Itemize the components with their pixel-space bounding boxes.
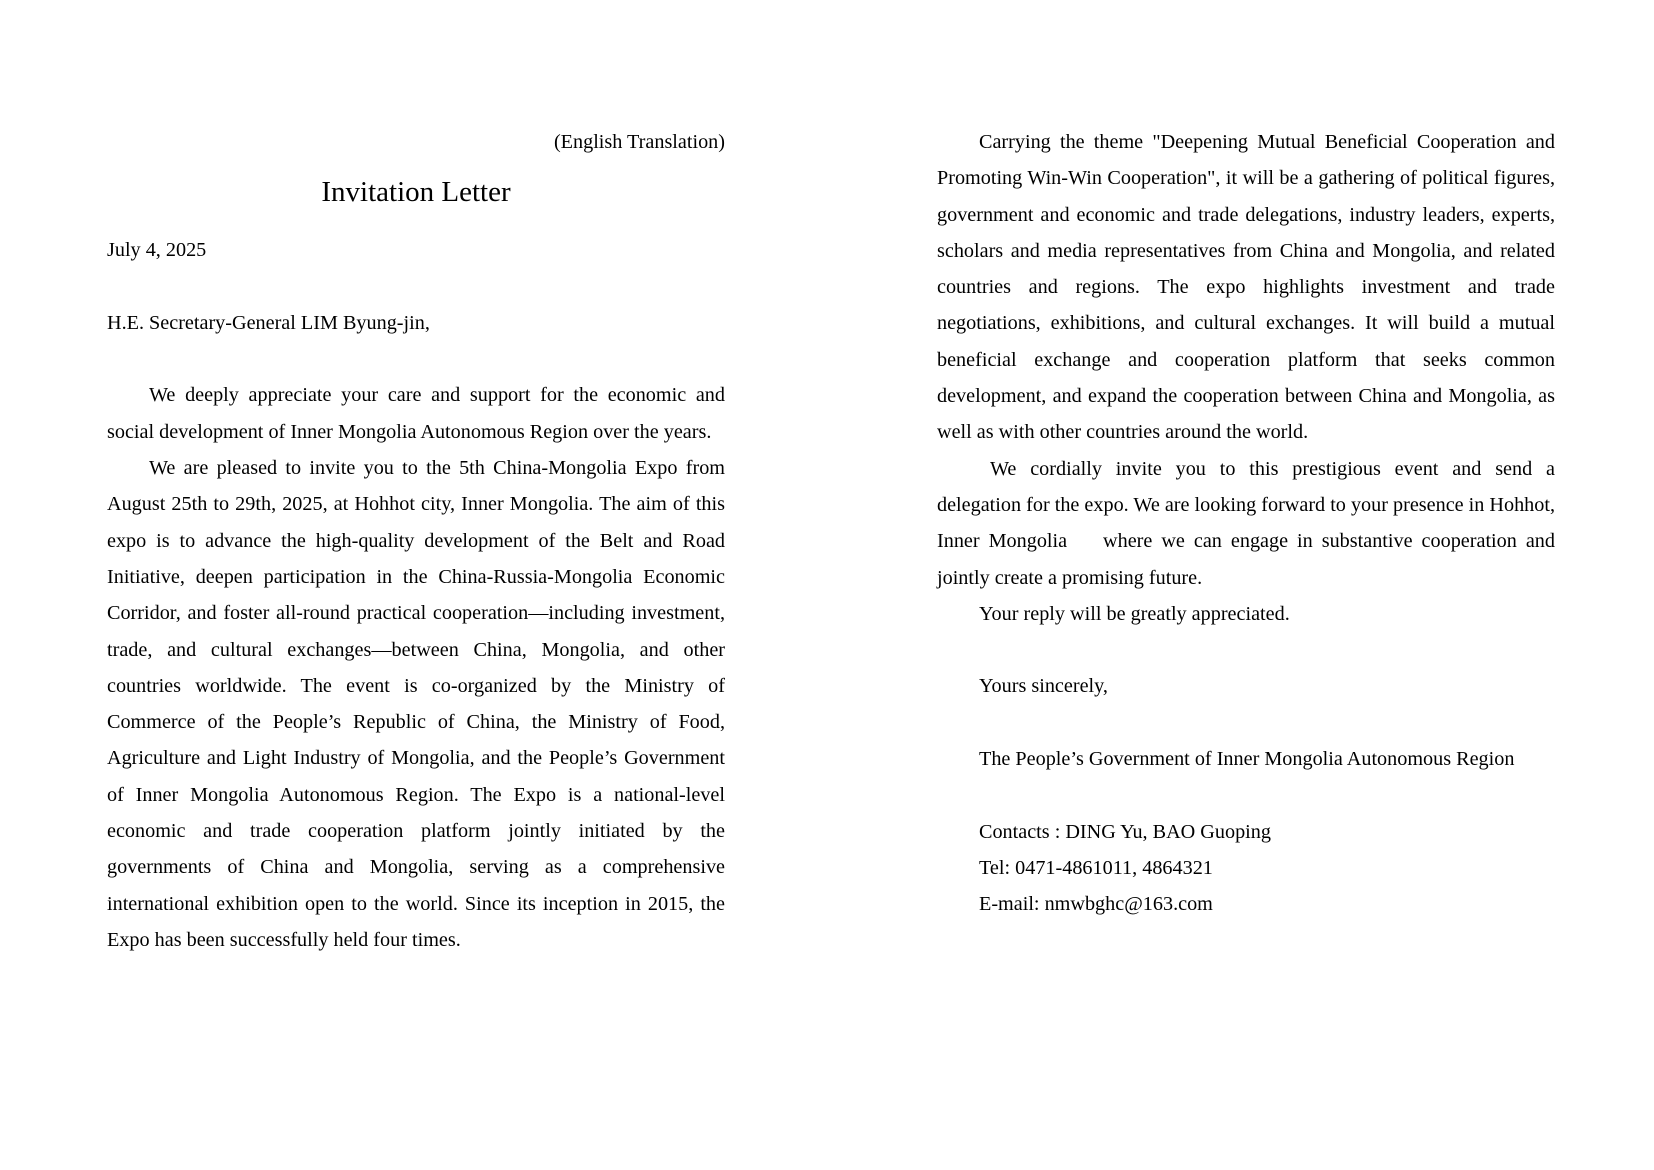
signature: The People’s Government of Inner Mongolia Autonomous Region bbox=[979, 748, 1515, 771]
paragraph-theme: Carrying the theme "Deepening Mutual Beneficial Cooperation and Promoting Win-Win Cooperation", it will be a gathering of political figures, government and economic and trade delegations, industry leaders, experts, scholars and media representatives from China and Mongolia, and related countries and regions. The expo highlights investment and trade negotiations, exhibitions, and cultural exchanges. It will build a mutual beneficial exchange and cooperation platform that seeks common development, and expand the cooperation between China and Mongolia, as well as with other countries around the world. bbox=[937, 131, 1555, 444]
contacts: Contacts : DING Yu, BAO Guoping bbox=[979, 820, 1271, 843]
paragraph-reply: Your reply will be greatly appreciated. bbox=[979, 602, 1290, 625]
spacer bbox=[937, 705, 1555, 741]
telephone: Tel: 0471-4861011, 4864321 bbox=[979, 856, 1213, 879]
paragraph-cordial-invite: We cordially invite you to this prestigious event and send a delegation for the expo. We are looking forward to your presence in Hohhot, Inner Mongolia where we can engage in substantive cooperation and jointly create a promising future. bbox=[937, 457, 1561, 589]
email: E-mail: nmwbghc@163.com bbox=[979, 893, 1213, 916]
spacer bbox=[107, 341, 725, 377]
letter-right-column bbox=[937, 124, 1561, 923]
spacer bbox=[937, 632, 1555, 668]
paragraph-invitation: We are pleased to invite you to the 5th China-Mongolia Expo from August 25th to 29th, 2025, at Hohhot city, Inner Mongolia. The aim of this expo is to advance the high-quality development of the Belt and Road Initiative, deepen participation in the China-Russia-Mongolia Economic Corridor, and foster all-round practical cooperation—including investment, trade, and cultural exchanges—between China, Mongolia, and other countries worldwide. The event is co-organized by the Ministry of Commerce of the People’s Republic of China, the Ministry of Food, Agriculture and Light Industry of Mongolia, and the People’s Government of Inner Mongolia Autonomous Region. The Expo is a national-level economic and trade cooperation platform jointly initiated by the governments of China and Mongolia, serving as a comprehensive international exhibition open to the world. Since its inception in 2015, the Expo has been successfully held four times. bbox=[107, 457, 725, 951]
translation-note: (English Translation) bbox=[553, 131, 725, 153]
spacer bbox=[107, 269, 725, 305]
letter-title: Invitation Letter bbox=[321, 176, 511, 209]
letter-left-column bbox=[107, 124, 725, 958]
letter-date: July 4, 2025 bbox=[107, 239, 207, 262]
closing: Yours sincerely, bbox=[979, 675, 1108, 698]
spacer bbox=[937, 777, 1555, 813]
paragraph-appreciation: We deeply appreciate your care and support for the economic and social development of Inner Mongolia Autonomous Region over the years. bbox=[107, 384, 725, 443]
salutation: H.E. Secretary-General LIM Byung-jin, bbox=[107, 311, 430, 334]
